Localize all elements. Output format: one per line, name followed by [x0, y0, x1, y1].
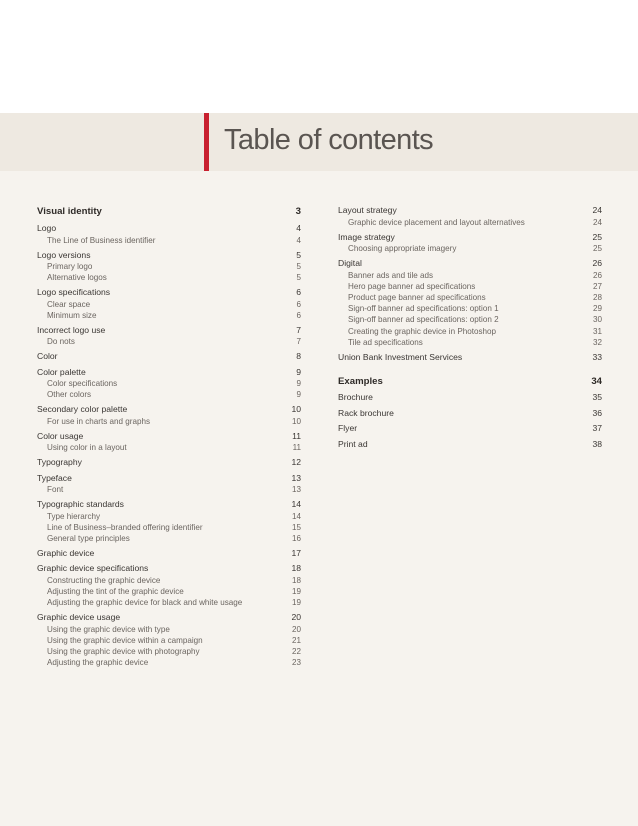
toc-subsection[interactable]	[37, 597, 301, 608]
toc-subsection[interactable]	[338, 292, 602, 303]
toc-section[interactable]	[37, 499, 301, 511]
toc-subsection[interactable]	[37, 586, 301, 597]
toc-section[interactable]	[37, 367, 301, 379]
toc-section[interactable]	[37, 287, 301, 299]
toc-subsection-page: 5	[296, 273, 301, 283]
toc-subsection[interactable]	[37, 511, 301, 522]
toc-group	[37, 250, 301, 284]
toc-subsection-page: 31	[592, 326, 602, 336]
toc-subsection-label: Hero page banner ad specifications	[348, 281, 476, 291]
toc-subsection[interactable]	[338, 281, 602, 292]
toc-subsection-page: 27	[592, 281, 602, 291]
toc-right-groups	[338, 205, 602, 363]
toc-subsection-label: Product page banner ad specifications	[348, 292, 486, 302]
toc-example-item-page: 37	[592, 423, 602, 434]
toc-subsection-label: Type hierarchy	[47, 511, 101, 521]
toc-subsection-page: 16	[291, 534, 301, 544]
toc-subsection-label: Using the graphic device with type	[47, 624, 170, 634]
toc-subsection-label: Tile ad specifications	[348, 337, 423, 347]
toc-examples-list	[338, 392, 602, 450]
toc-part-page: 34	[591, 376, 602, 388]
toc-part-visual-identity[interactable]	[37, 205, 301, 218]
toc-subsection[interactable]	[37, 299, 301, 310]
toc-example-item-label: Brochure	[338, 392, 373, 403]
toc-example-item-page: 36	[592, 407, 602, 418]
toc-section[interactable]	[37, 473, 301, 485]
toc-subsection-label: Sign-off banner ad specifications: option 1	[348, 304, 499, 314]
toc-subsection-page: 9	[296, 379, 301, 389]
toc-subsection-page: 26	[592, 270, 602, 280]
toc-subsection-label: Clear space	[47, 299, 91, 309]
toc-subsection[interactable]	[37, 646, 301, 657]
toc-section-label: Logo versions	[37, 249, 91, 260]
toc-section-label: Layout strategy	[338, 205, 397, 215]
toc-subsection-page: 14	[291, 511, 301, 521]
toc-subsection-page: 25	[592, 244, 602, 253]
toc-section-label: Typeface	[37, 472, 72, 483]
toc-section-page: 33	[592, 351, 602, 362]
toc-section-label: Secondary color palette	[37, 404, 128, 415]
title-accent-bar	[204, 113, 209, 171]
toc-group	[37, 548, 301, 560]
toc-subsection-page: 28	[592, 292, 602, 302]
toc-subsection-page: 20	[291, 624, 301, 634]
top-band	[0, 0, 638, 113]
toc-subsection[interactable]	[37, 261, 301, 272]
toc-subsection-label: Other colors	[47, 390, 92, 400]
toc-subsection-page: 19	[291, 587, 301, 597]
toc-subsection-page: 29	[592, 304, 602, 314]
toc-group	[338, 232, 602, 255]
toc-example-item-label: Flyer	[338, 423, 358, 434]
toc-subsection-page: 6	[296, 299, 301, 309]
toc-section-label: Graphic device specifications	[37, 563, 149, 574]
toc-subsection[interactable]	[338, 303, 602, 314]
toc-group	[338, 205, 602, 228]
toc-section-page: 7	[296, 324, 301, 335]
toc-subsection-page: 22	[291, 647, 301, 657]
toc-section-page: 10	[291, 404, 301, 415]
toc-subsection[interactable]	[338, 314, 602, 325]
toc-section[interactable]	[338, 258, 602, 270]
toc-subsection[interactable]	[37, 533, 301, 544]
toc-group	[37, 473, 301, 496]
toc-subsection[interactable]	[37, 575, 301, 586]
toc-subsection-label: Do nots	[47, 337, 75, 347]
toc-section[interactable]	[37, 325, 301, 337]
toc-subsection[interactable]	[37, 389, 301, 400]
toc-group	[37, 612, 301, 668]
toc-subsection[interactable]	[37, 378, 301, 389]
toc-part-label: Examples	[338, 376, 383, 388]
toc-subsection-label: Using color in a layout	[47, 443, 127, 453]
toc-subsection-label: Alternative logos	[47, 273, 107, 283]
toc-section[interactable]	[338, 232, 602, 244]
toc-subsection-page: 15	[291, 522, 301, 532]
toc-section-page: 4	[296, 223, 301, 233]
toc-subsection-label: Using the graphic device within a campaign	[47, 636, 203, 646]
toc-section-page: 25	[592, 231, 602, 242]
toc-section-page: 5	[296, 249, 301, 260]
toc-subsection-page: 23	[291, 658, 301, 668]
toc-subsection-label: Using the graphic device with photography	[47, 647, 200, 657]
toc-group	[37, 499, 301, 544]
toc-subsection-label: Graphic device placement and layout alternatives	[348, 217, 525, 227]
toc-subsection-label: Color specifications	[47, 379, 118, 389]
toc-subsection-label: For use in charts and graphs	[47, 416, 151, 426]
toc-section-label: Logo specifications	[37, 287, 111, 298]
toc-subsection[interactable]	[37, 336, 301, 347]
toc-subsection[interactable]	[37, 624, 301, 635]
toc-section-page: 6	[296, 287, 301, 298]
toc-group	[37, 287, 301, 321]
toc-subsection[interactable]	[37, 484, 301, 495]
toc-subsection-page: 19	[291, 598, 301, 608]
toc-section-page: 17	[291, 548, 301, 559]
toc-group	[37, 325, 301, 348]
toc-subsection-page: 11	[292, 443, 301, 453]
toc-subsection[interactable]	[37, 442, 301, 453]
toc-example-item-page: 38	[592, 438, 602, 449]
toc-subsection-label: General type principles	[47, 534, 130, 544]
toc-subsection-label: Font	[47, 485, 64, 495]
toc-section[interactable]	[37, 612, 301, 624]
toc-subsection[interactable]	[37, 272, 301, 283]
toc-section[interactable]	[37, 457, 301, 469]
toc-section[interactable]	[37, 351, 301, 363]
toc-section-label: Typography	[37, 457, 82, 468]
toc-left-column	[37, 205, 301, 669]
toc-subsection-page: 5	[296, 262, 301, 271]
toc-section-label: Color palette	[37, 366, 86, 377]
toc-section-page: 8	[296, 351, 301, 362]
toc-group	[37, 223, 301, 246]
toc-subsection-label: Creating the graphic device in Photoshop	[348, 326, 497, 336]
toc-subsection-page: 6	[296, 310, 301, 320]
toc-section[interactable]	[338, 352, 602, 364]
toc-subsection-page: 13	[291, 485, 301, 495]
toc-subsection-label: Line of Business–branded offering identifier	[47, 522, 203, 532]
toc-section-label: Typographic standards	[37, 499, 124, 510]
toc-subsection[interactable]	[37, 235, 301, 246]
toc-section-label: Incorrect logo use	[37, 324, 106, 335]
toc-example-item[interactable]	[338, 423, 602, 435]
toc-subsection-label: Adjusting the graphic device for black and white usage	[47, 598, 243, 608]
toc-group	[37, 431, 301, 454]
toc-subsection[interactable]	[37, 657, 301, 668]
toc-example-item[interactable]	[338, 408, 602, 420]
toc-subsection-label: Constructing the graphic device	[47, 575, 161, 585]
toc-section-label: Image strategy	[338, 231, 395, 242]
toc-example-item[interactable]	[338, 392, 602, 404]
toc-section-label: Color	[37, 351, 58, 362]
toc-subsection-label: Primary logo	[47, 262, 93, 271]
toc-section-page: 13	[291, 472, 301, 483]
toc-subsection[interactable]	[338, 217, 602, 228]
toc-section-page: 18	[291, 563, 301, 574]
toc-group	[37, 457, 301, 469]
toc-subsection-page: 32	[592, 337, 602, 347]
toc-subsection-page: 10	[291, 416, 301, 426]
toc-example-item[interactable]	[338, 439, 602, 451]
toc-subsection[interactable]	[338, 337, 602, 348]
toc-subsection-page: 9	[296, 390, 301, 400]
toc-group	[37, 367, 301, 401]
toc-section-label: Graphic device	[37, 548, 95, 559]
toc-section-label: Digital	[338, 258, 362, 268]
toc-left-groups	[37, 223, 301, 669]
toc-section-page: 9	[296, 366, 301, 377]
toc-subsection-label: The Line of Business identifier	[47, 235, 156, 245]
toc-section-page: 14	[291, 499, 301, 510]
toc-section[interactable]	[37, 404, 301, 416]
toc-part-examples[interactable]	[338, 375, 602, 388]
toc-subsection[interactable]	[37, 522, 301, 533]
toc-section-page: 20	[291, 612, 301, 623]
toc-subsection-page: 18	[291, 575, 301, 585]
toc-part-label: Visual identity	[37, 206, 102, 217]
toc-example-item-label: Print ad	[338, 438, 368, 449]
toc-section[interactable]	[37, 431, 301, 443]
toc-subsection-page: 4	[296, 235, 301, 245]
toc-group	[37, 563, 301, 608]
toc-section[interactable]	[37, 563, 301, 575]
toc-subsection-page: 7	[296, 337, 301, 347]
toc-subsection[interactable]	[37, 310, 301, 321]
toc-section[interactable]	[37, 250, 301, 262]
toc-section-label: Logo	[37, 223, 57, 233]
toc-section[interactable]	[37, 223, 301, 235]
toc-subsection[interactable]	[338, 243, 602, 254]
toc-group	[338, 258, 602, 348]
toc-example-item-label: Rack brochure	[338, 407, 394, 418]
toc-subsection-label: Adjusting the tint of the graphic device	[47, 587, 184, 597]
toc-section-label: Color usage	[37, 430, 84, 441]
toc-subsection-label: Adjusting the graphic device	[47, 658, 149, 668]
toc-section-label: Graphic device usage	[37, 612, 121, 623]
toc-subsection[interactable]	[37, 416, 301, 427]
toc-subsection[interactable]	[338, 326, 602, 337]
toc-subsection-page: 30	[592, 315, 602, 325]
toc-subsection-label: Minimum size	[47, 310, 97, 320]
toc-right-column	[338, 205, 602, 450]
toc-subsection-label: Choosing appropriate imagery	[348, 244, 457, 253]
toc-group	[338, 352, 602, 364]
toc-section-page: 24	[592, 205, 602, 215]
toc-part-page: 3	[295, 206, 301, 217]
toc-group	[37, 351, 301, 363]
toc-subsection[interactable]	[338, 270, 602, 281]
toc-section-page: 11	[292, 430, 301, 441]
toc-section[interactable]	[338, 205, 602, 217]
toc-section-label: Union Bank Investment Services	[338, 351, 463, 362]
toc-subsection[interactable]	[37, 635, 301, 646]
toc-subsection-label: Banner ads and tile ads	[348, 270, 434, 280]
toc-section-page: 26	[592, 258, 602, 268]
toc-subsection-page: 24	[592, 217, 602, 227]
toc-section[interactable]	[37, 548, 301, 560]
toc-subsection-label: Sign-off banner ad specifications: option 2	[348, 315, 499, 325]
toc-subsection-page: 21	[291, 636, 301, 646]
toc-group	[37, 404, 301, 427]
toc-section-page: 12	[291, 457, 301, 468]
page-title: Table of contents	[224, 124, 434, 156]
toc-example-item-page: 35	[592, 392, 602, 403]
